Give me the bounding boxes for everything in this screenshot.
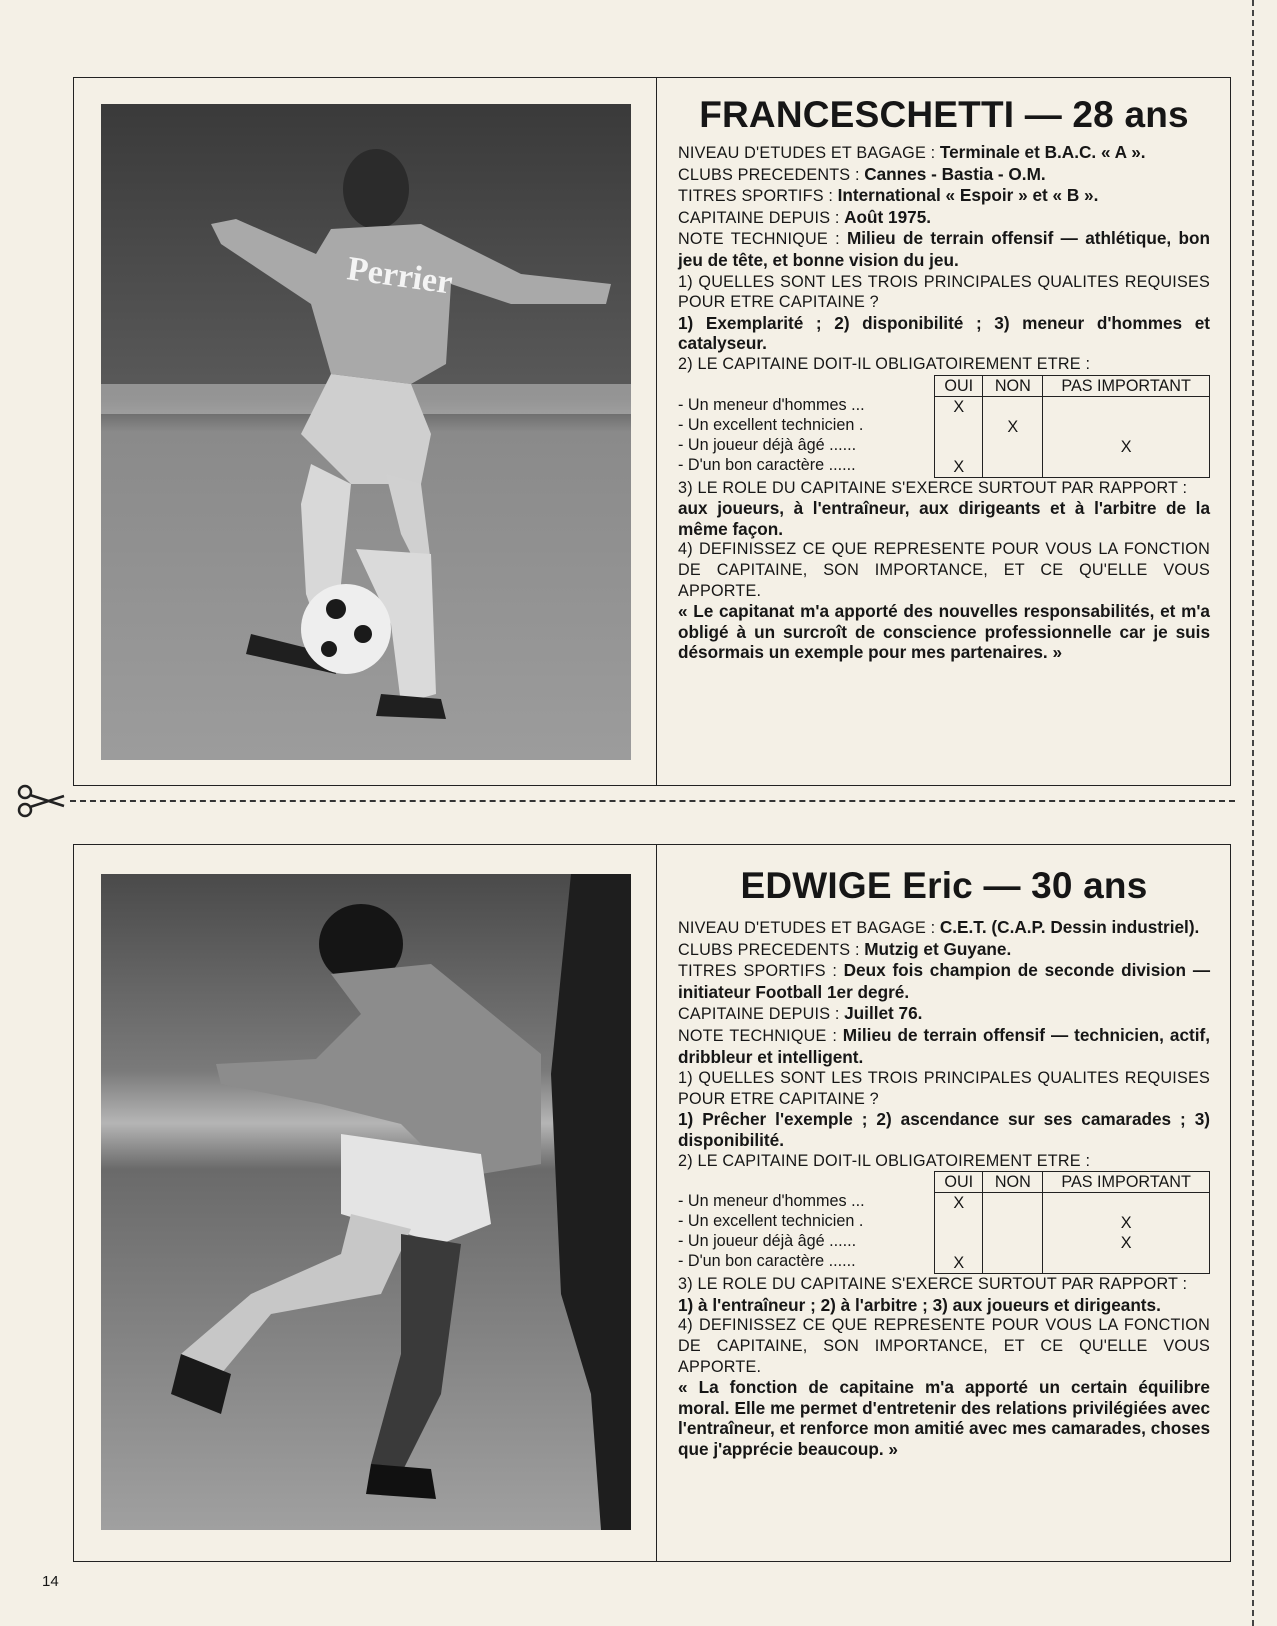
footballer-photo-icon bbox=[101, 104, 631, 760]
cell-oui bbox=[935, 437, 983, 457]
matrix-row-labels bbox=[678, 1171, 934, 1274]
col-oui: OUI bbox=[935, 375, 983, 396]
cell-non bbox=[983, 1233, 1043, 1253]
question-1: 1) QUELLES SONT LES TROIS PRINCIPALES QUALITES REQUISES POUR ETRE CAPITAINE ? bbox=[678, 272, 1210, 312]
question-3: 3) LE ROLE DU CAPITAINE S'EXERCE SURTOUT PAR RAPPORT : bbox=[678, 478, 1188, 497]
clubs-value: Cannes - Bastia - O.M. bbox=[864, 163, 1046, 184]
cell-pas bbox=[1043, 1253, 1210, 1274]
captain-matrix bbox=[678, 375, 1210, 478]
photo-column bbox=[74, 78, 657, 785]
cell-oui: X bbox=[935, 1193, 983, 1214]
cell-pas bbox=[1043, 396, 1210, 417]
note-label: NOTE TECHNIQUE : bbox=[678, 1026, 838, 1045]
question-3: 3) LE ROLE DU CAPITAINE S'EXERCE SURTOUT PAR RAPPORT : bbox=[678, 1275, 1188, 1294]
player-title: FRANCESCHETTI — 28 ans bbox=[699, 94, 1189, 135]
matrix-row-label: - Un joueur déjà âgé ...... bbox=[678, 435, 857, 454]
cell-oui bbox=[935, 1233, 983, 1253]
note-line bbox=[678, 1025, 1210, 1068]
page-number: 14 bbox=[42, 1573, 59, 1590]
matrix-row-label: - Un excellent technicien . bbox=[678, 1212, 864, 1231]
note-label: NOTE TECHNIQUE : bbox=[678, 230, 840, 249]
cell-non bbox=[983, 437, 1043, 457]
niveau-label: NIVEAU D'ETUDES ET BAGAGE : bbox=[678, 919, 936, 937]
clubs-value: Mutzig et Guyane. bbox=[864, 938, 1012, 959]
matrix-row-label: - Un meneur d'hommes ... bbox=[678, 395, 865, 414]
matrix-row-labels bbox=[678, 375, 934, 478]
col-oui: OUI bbox=[935, 1172, 983, 1193]
matrix-row-label: - Un excellent technicien . bbox=[678, 415, 864, 434]
cell-non: X bbox=[983, 417, 1043, 437]
titres-value: Deux fois champion de seconde division — initiateur Football 1er degré. bbox=[678, 960, 1211, 1002]
cell-pas: X bbox=[1043, 1233, 1210, 1253]
clubs-label: CLUBS PRECEDENTS : bbox=[678, 940, 860, 959]
niveau-value: C.E.T. (C.A.P. Dessin industriel). bbox=[939, 917, 1200, 937]
question-4: 4) DEFINISSEZ CE QUE REPRESENTE POUR VOUS LA FONCTION DE CAPITAINE, SON IMPORTANCE, ET CE QU'ELLE VOUS APPORTE. bbox=[678, 1316, 1210, 1376]
question-2: 2) LE CAPITAINE DOIT-IL OBLIGATOIREMENT ETRE : bbox=[678, 354, 1091, 373]
cell-pas bbox=[1043, 1193, 1210, 1214]
matrix-row-label: - Un meneur d'hommes ... bbox=[678, 1192, 865, 1211]
titres-line bbox=[678, 185, 1210, 207]
svg-text:Perrier: Perrier bbox=[344, 250, 455, 302]
note-line bbox=[678, 228, 1210, 271]
answer-3: 1) à l'entraîneur ; 2) à l'arbitre ; 3) aux joueurs et dirigeants. bbox=[678, 1294, 1161, 1315]
titres-value: International « Espoir » et « B ». bbox=[837, 185, 1099, 206]
col-pas-important: PAS IMPORTANT bbox=[1043, 1172, 1210, 1193]
clubs-label: CLUBS PRECEDENTS : bbox=[678, 165, 860, 184]
matrix-table bbox=[934, 375, 1210, 478]
answer-1: 1) Prêcher l'exemple ; 2) ascendance sur ses camarades ; 3) disponibilité. bbox=[678, 1109, 1210, 1150]
player-title: EDWIGE Eric — 30 ans bbox=[740, 865, 1148, 906]
captain-matrix bbox=[678, 1171, 1210, 1274]
capitaine-value: Août 1975. bbox=[844, 206, 932, 227]
footballer-photo bbox=[101, 104, 631, 760]
answer-1: 1) Exemplarité ; 2) disponibilité ; 3) meneur d'hommes et catalyseur. bbox=[678, 312, 1210, 354]
col-non: NON bbox=[983, 1172, 1043, 1193]
capitaine-label: CAPITAINE DEPUIS : bbox=[678, 208, 840, 227]
niveau-label: NIVEAU D'ETUDES ET BAGAGE : bbox=[678, 144, 936, 162]
cell-non bbox=[983, 1213, 1043, 1233]
player-info-column bbox=[657, 78, 1230, 785]
cell-oui: X bbox=[935, 457, 983, 478]
cell-pas: X bbox=[1043, 437, 1210, 457]
photo-column bbox=[74, 845, 657, 1561]
cell-pas: X bbox=[1043, 1213, 1210, 1233]
answer-4: « La fonction de capitaine m'a apporté un certain équilibre moral. Elle me permet d'entretenir des relations privilégiées avec l'entraîneur, et renforce mon amitié avec mes camarades, choses que j'apprécie beaucoup. » bbox=[678, 1377, 1210, 1459]
matrix-row-label: - Un joueur déjà âgé ...... bbox=[678, 1232, 857, 1251]
note-value: Milieu de terrain offensif — technicien, actif, dribbleur et intelligent. bbox=[678, 1024, 1211, 1067]
cell-non bbox=[983, 1253, 1043, 1274]
col-pas-important: PAS IMPORTANT bbox=[1043, 375, 1210, 396]
question-2: 2) LE CAPITAINE DOIT-IL OBLIGATOIREMENT ETRE : bbox=[678, 1151, 1091, 1170]
cell-oui bbox=[935, 417, 983, 437]
player-info-column bbox=[657, 845, 1230, 1561]
answer-3: aux joueurs, à l'entraîneur, aux dirigeants et à l'arbitre de la même façon. bbox=[678, 498, 1210, 539]
col-non: NON bbox=[983, 375, 1043, 396]
cell-oui: X bbox=[935, 1253, 983, 1274]
question-1: 1) QUELLES SONT LES TROIS PRINCIPALES QUALITES REQUISES POUR ETRE CAPITAINE ? bbox=[678, 1069, 1210, 1108]
titres-label: TITRES SPORTIFS : bbox=[678, 187, 834, 206]
titres-line bbox=[678, 960, 1210, 1003]
niveau-value: Terminale et B.A.C. « A ». bbox=[939, 142, 1146, 162]
answer-4: « Le capitanat m'a apporté des nouvelles responsabilités, et m'a obligé à un surcroît de conscience professionnelle car je suis désormais un exemple pour mes partenaires. » bbox=[678, 601, 1210, 663]
cell-oui: X bbox=[935, 396, 983, 417]
clubs-line bbox=[678, 164, 1210, 186]
capitaine-value: Juillet 76. bbox=[844, 1003, 923, 1024]
note-value: Milieu de terrain offensif — athlétique, bon jeu de tête, et bonne vision du jeu. bbox=[678, 228, 1210, 270]
matrix-table bbox=[934, 1171, 1210, 1274]
capitaine-line bbox=[678, 1003, 1210, 1025]
footballer-photo bbox=[101, 874, 631, 1530]
cell-pas bbox=[1043, 457, 1210, 478]
niveau-line bbox=[678, 142, 1210, 164]
clubs-line bbox=[678, 939, 1210, 961]
niveau-line bbox=[678, 917, 1210, 939]
vertical-cut-line bbox=[1252, 0, 1254, 1626]
matrix-row-label: - D'un bon caractère ...... bbox=[678, 1252, 856, 1271]
player-card-edwige bbox=[73, 844, 1231, 1562]
matrix-row-label: - D'un bon caractère ...... bbox=[678, 455, 856, 474]
scissors-icon bbox=[16, 784, 66, 818]
capitaine-label: CAPITAINE DEPUIS : bbox=[678, 1005, 840, 1024]
footballer-photo-icon bbox=[101, 874, 631, 1530]
cell-non bbox=[983, 457, 1043, 478]
capitaine-line bbox=[678, 207, 1210, 229]
cell-non bbox=[983, 396, 1043, 417]
cell-pas bbox=[1043, 417, 1210, 437]
cut-line bbox=[70, 800, 1235, 802]
titres-label: TITRES SPORTIFS : bbox=[678, 962, 838, 981]
player-card-franceschetti bbox=[73, 77, 1231, 786]
question-4: 4) DEFINISSEZ CE QUE REPRESENTE POUR VOUS LA FONCTION DE CAPITAINE, SON IMPORTANCE, ET CE QU'ELLE VOUS APPORTE. bbox=[678, 540, 1210, 600]
cell-non bbox=[983, 1193, 1043, 1214]
cell-oui bbox=[935, 1213, 983, 1233]
